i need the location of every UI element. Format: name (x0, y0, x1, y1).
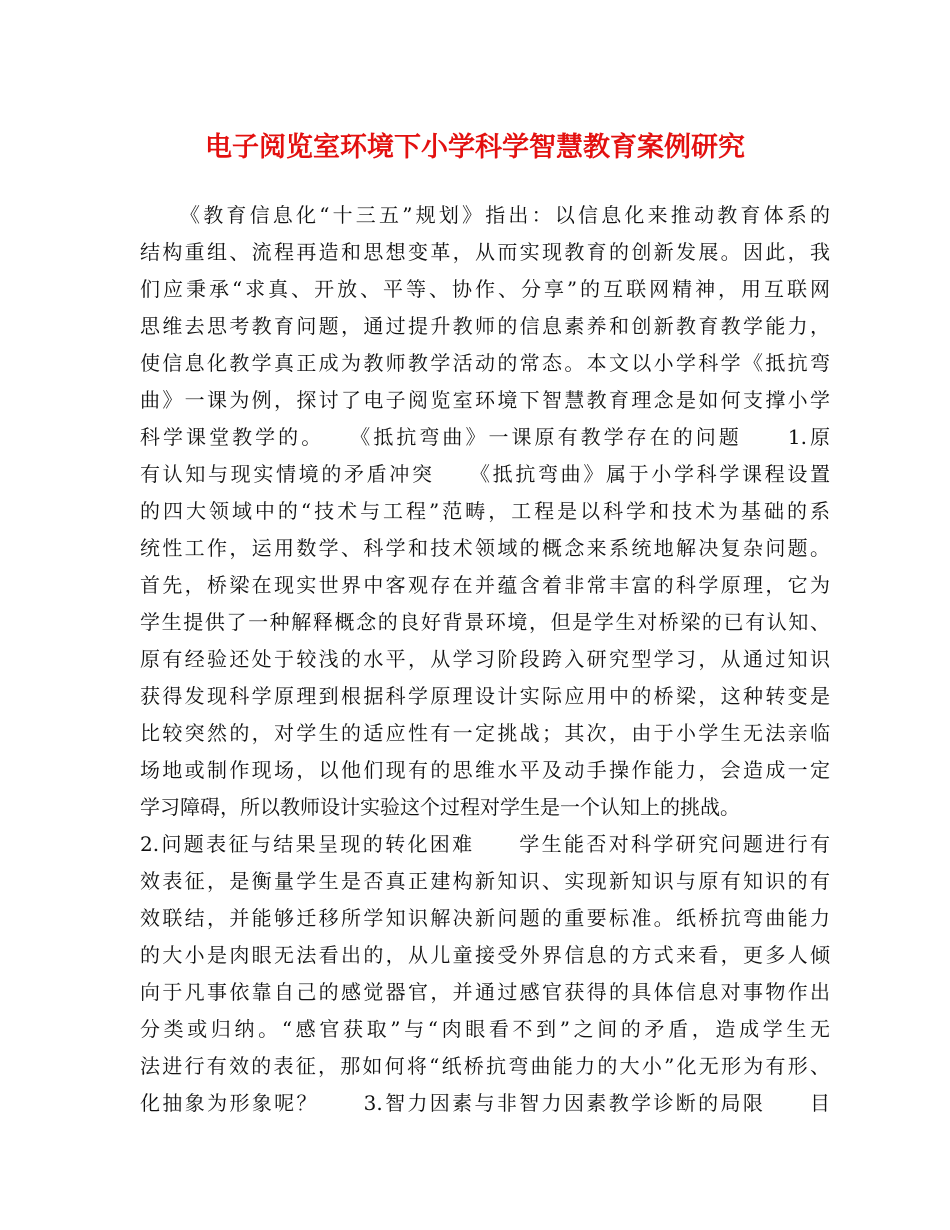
body-line: 们应秉承“求真、开放、平等、协作、分享”的互联网精神，用互联网 (140, 277, 830, 301)
body-line: 使信息化教学真正成为教师教学活动的常态。本文以小学科学《抵抗弯 (140, 351, 830, 375)
body-line: 效表征，是衡量学生是否真正建构新知识、实现新知识与原有知识的有 (140, 869, 830, 893)
body-line: 思维去思考教育问题，通过提升教师的信息素养和创新教育教学能力， (140, 314, 830, 338)
body-line: 2.问题表征与结果呈现的转化困难 学生能否对科学研究问题进行有 (140, 832, 830, 856)
body-line: 有认知与现实情境的矛盾冲突 《抵抗弯曲》属于小学科学课程设置 (140, 462, 830, 486)
body-line: 的四大领域中的“技术与工程”范畴，工程是以科学和技术为基础的系 (140, 499, 830, 523)
body-line: 科学课堂教学的。 《抵抗弯曲》一课原有教学存在的问题 1.原 (140, 425, 830, 449)
body-line: 获得发现科学原理到根据科学原理设计实际应用中的桥梁，这种转变是 (140, 684, 830, 708)
body-line: 效联结，并能够迁移所学知识解决新问题的重要标准。纸桥抗弯曲能力 (140, 906, 830, 930)
body-line: 化抽象为形象呢？ 3.智力因素与非智力因素教学诊断的局限 目 (140, 1091, 830, 1115)
body-line: 法进行有效的表征，那如何将“纸桥抗弯曲能力的大小”化无形为有形、 (140, 1054, 830, 1078)
body-line: 结构重组、流程再造和思想变革，从而实现教育的创新发展。因此，我 (140, 240, 830, 264)
body-line: 比较突然的，对学生的适应性有一定挑战；其次，由于小学生无法亲临 (140, 721, 830, 745)
body-line: 学习障碍，所以教师设计实验这个过程对学生是一个认知上的挑战。 (140, 795, 740, 819)
body-line: 统性工作，运用数学、科学和技术领域的概念来系统地解决复杂问题。 (140, 536, 830, 560)
body-line: 学生提供了一种解释概念的良好背景环境，但是学生对桥梁的已有认知、 (140, 610, 830, 634)
body-line: 首先，桥梁在现实世界中客观存在并蕴含着非常丰富的科学原理，它为 (140, 573, 830, 597)
document-body (140, 197, 830, 1122)
document-title: 电子阅览室环境下小学科学智慧教育案例研究 (205, 132, 745, 163)
body-line: 向于凡事依靠自己的感觉器官，并通过感官获得的具体信息对事物作出 (140, 980, 830, 1004)
body-line: 场地或制作现场，以他们现有的思维水平及动手操作能力，会造成一定 (140, 758, 830, 782)
body-line: 曲》一课为例，探讨了电子阅览室环境下智慧教育理念是如何支撑小学 (140, 388, 830, 412)
body-line: 分类或归纳。“感官获取”与“肉眼看不到”之间的矛盾，造成学生无 (140, 1017, 830, 1041)
body-line: 原有经验还处于较浅的水平，从学习阶段跨入研究型学习，从通过知识 (140, 647, 830, 671)
body-line: 《教育信息化“十三五”规划》指出：以信息化来推动教育体系的 (180, 203, 830, 227)
body-line: 的大小是肉眼无法看出的，从儿童接受外界信息的方式来看，更多人倾 (140, 943, 830, 967)
